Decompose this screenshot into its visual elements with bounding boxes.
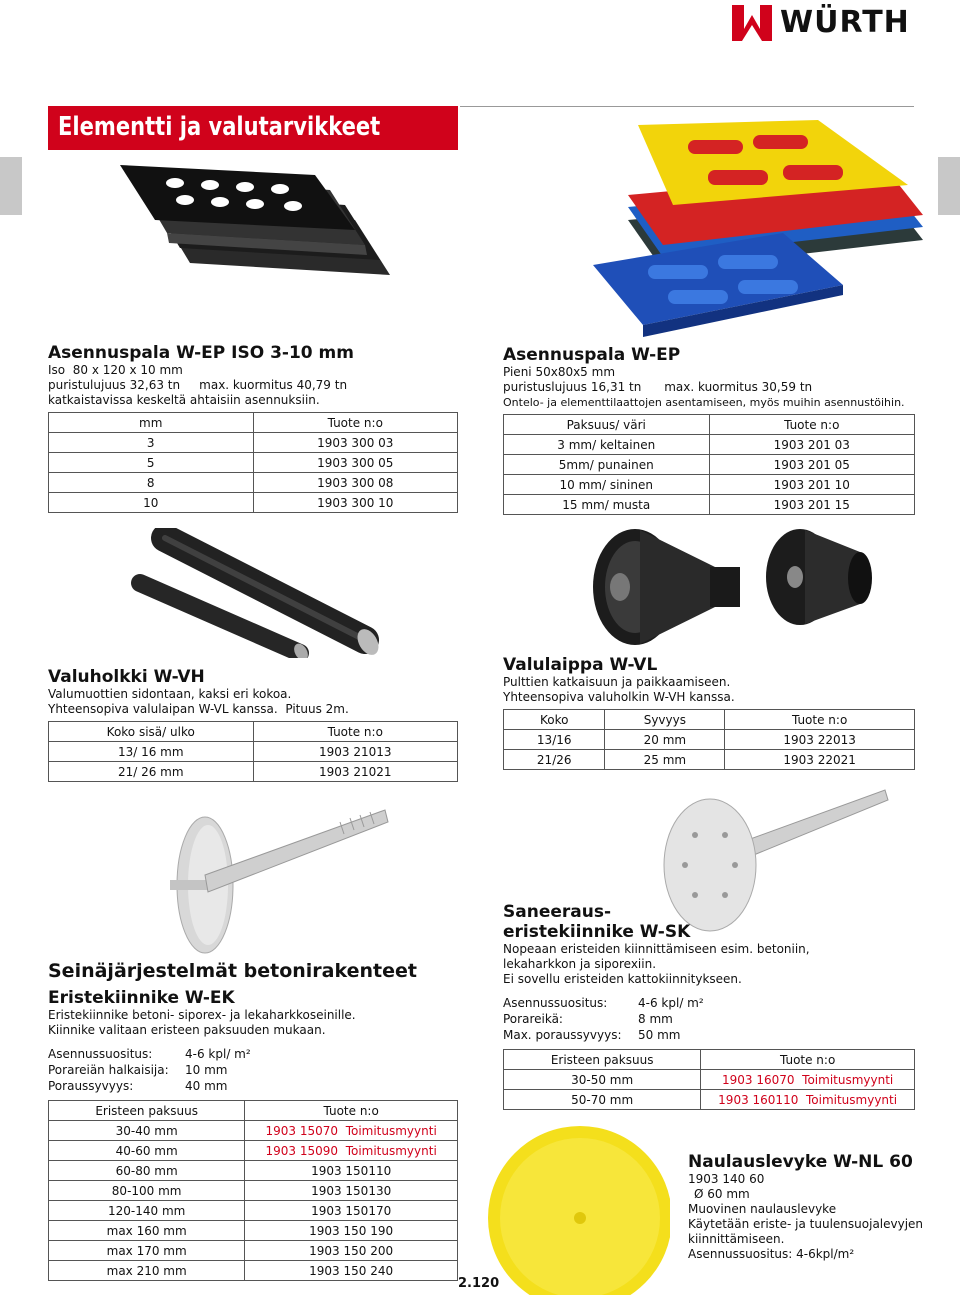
- table-cell: 13/ 16 mm: [49, 742, 254, 762]
- table-header: Tuote n:o: [245, 1101, 458, 1121]
- vl-table: [503, 709, 915, 770]
- spec-row: [503, 1027, 933, 1043]
- table-header: Paksuus/ väri: [504, 415, 710, 435]
- ep-title: Asennuspala W-EP: [503, 345, 681, 365]
- spec-value: 50 mm: [638, 1028, 681, 1042]
- product-number: 1903 15070: [265, 1123, 339, 1138]
- nl-line5: kiinnittämiseen.: [688, 1232, 785, 1246]
- table-row: [49, 473, 458, 493]
- nl-line2: Ø 60 mm: [694, 1187, 750, 1201]
- table-row: [504, 730, 915, 750]
- nl-block: [688, 1152, 938, 1262]
- table-header: Koko sisä/ ulko: [49, 722, 254, 742]
- table-row: [49, 762, 458, 782]
- ep-image: [588, 115, 928, 340]
- table-cell: 1903 150 240: [245, 1261, 458, 1281]
- vl-image: [580, 522, 900, 652]
- ep-iso-block: [48, 343, 468, 513]
- table-header: mm: [49, 413, 254, 433]
- nl-line6: Asennussuositus: 4-6kpl/m²: [688, 1247, 855, 1261]
- ep-line2: puristuslujuus 16,31 tn max. kuormitus 30,59 tn: [503, 380, 813, 394]
- table-row: [49, 1121, 458, 1141]
- product-number: 1903 16070: [722, 1072, 795, 1087]
- ek-table: [48, 1100, 458, 1281]
- table-cell: 20 mm: [605, 730, 725, 750]
- table-cell: 30-40 mm: [49, 1121, 245, 1141]
- table-cell: [701, 1090, 915, 1110]
- table-row: [49, 1261, 458, 1281]
- table-cell: 5mm/ punainen: [504, 455, 710, 475]
- header-rule: [460, 106, 914, 107]
- table-cell: 1903 201 10: [709, 475, 915, 495]
- table-cell: [245, 1141, 458, 1161]
- table-cell: 1903 150170: [245, 1201, 458, 1221]
- table-cell: 1903 201 05: [709, 455, 915, 475]
- page-title: Elementti ja valutarvikkeet: [58, 112, 381, 142]
- ep-line3: Ontelo- ja elementtilaattojen asentamiseen, myös muihin asennustöihin.: [503, 396, 905, 409]
- table-row: [49, 453, 458, 473]
- spec-value: 10 mm: [185, 1063, 228, 1077]
- table-cell: 15 mm/ musta: [504, 495, 710, 515]
- table-cell: 8: [49, 473, 254, 493]
- ep-block: [503, 345, 933, 515]
- table-row: [504, 475, 915, 495]
- section-title: Seinäjärjestelmät betonirakenteet: [48, 960, 417, 982]
- spec-row: [503, 1011, 933, 1027]
- product-number: 1903 160110: [718, 1092, 799, 1107]
- spec-value: 8 mm: [638, 1012, 673, 1026]
- table-cell: 3 mm/ keltainen: [504, 435, 710, 455]
- ek-title: Eristekiinnike W-EK: [48, 988, 235, 1008]
- table-cell: 1903 150130: [245, 1181, 458, 1201]
- table-cell: 1903 21021: [253, 762, 458, 782]
- table-header: Tuote n:o: [253, 413, 458, 433]
- table-cell: 1903 300 08: [253, 473, 458, 493]
- vh-line2: Yhteensopiva valulaipan W-VL kanssa. Pituus 2m.: [48, 702, 349, 716]
- ep-iso-line1: Iso 80 x 120 x 10 mm: [48, 363, 183, 377]
- spec-label: Asennussuositus:: [503, 996, 608, 1010]
- table-row: [49, 1141, 458, 1161]
- vh-block: [48, 667, 468, 782]
- vl-block: [503, 655, 933, 770]
- ep-iso-line3: katkaistavissa keskeltä ahtaisiin asennuksiin.: [48, 393, 320, 407]
- table-cell: 5: [49, 453, 254, 473]
- table-cell: 3: [49, 433, 254, 453]
- sk-block: [503, 902, 933, 1110]
- table-cell: 13/16: [504, 730, 605, 750]
- table-header: Syvyys: [605, 710, 725, 730]
- sk-line1: Nopeaan eristeiden kiinnittämiseen esim. betoniin,: [503, 942, 810, 956]
- table-row: [504, 1070, 915, 1090]
- table-row: [504, 1090, 915, 1110]
- table-cell: 1903 21013: [253, 742, 458, 762]
- table-cell: 1903 150110: [245, 1161, 458, 1181]
- spec-value: 40 mm: [185, 1079, 228, 1093]
- table-row: [49, 742, 458, 762]
- table-header: Tuote n:o: [709, 415, 915, 435]
- table-cell: 1903 300 05: [253, 453, 458, 473]
- page-number: 2.120: [458, 1276, 500, 1291]
- table-cell: 80-100 mm: [49, 1181, 245, 1201]
- brand-name: WÜRTH: [780, 5, 910, 40]
- table-row: [504, 495, 915, 515]
- table-cell: 50-70 mm: [504, 1090, 701, 1110]
- table-cell: 21/26: [504, 750, 605, 770]
- spec-value: 4-6 kpl/ m²: [185, 1047, 251, 1061]
- table-cell: 10 mm/ sininen: [504, 475, 710, 495]
- ep-iso-line2: puristulujuus 32,63 tn max. kuormitus 40,79 tn: [48, 378, 348, 392]
- table-cell: [245, 1121, 458, 1141]
- sk-title-line1: Saneeraus-: [503, 902, 612, 922]
- side-tab-right: [938, 157, 960, 215]
- table-cell: 1903 201 15: [709, 495, 915, 515]
- ek-image: [150, 800, 390, 960]
- table-header: Tuote n:o: [725, 710, 915, 730]
- table-cell: 25 mm: [605, 750, 725, 770]
- spec-label: Porareikä:: [503, 1012, 563, 1026]
- spec-row: [48, 1046, 468, 1062]
- vh-title: Valuholkki W-VH: [48, 667, 205, 687]
- sk-line2: lekaharkkon ja siporexiin.: [503, 957, 657, 971]
- spec-label: Poraussyvyys:: [48, 1079, 134, 1093]
- table-cell: 10: [49, 493, 254, 513]
- table-row: [504, 435, 915, 455]
- delivery-note: Toimitusmyynti: [802, 1072, 894, 1087]
- spec-value: 4-6 kpl/ m²: [638, 996, 704, 1010]
- vl-line2: Yhteensopiva valuholkin W-VH kanssa.: [503, 690, 735, 704]
- table-row: [49, 493, 458, 513]
- table-header: Tuote n:o: [253, 722, 458, 742]
- table-row: [504, 455, 915, 475]
- table-row: [504, 750, 915, 770]
- vh-line1: Valumuottien sidontaan, kaksi eri kokoa.: [48, 687, 292, 701]
- ek-specs: [48, 1046, 468, 1094]
- nl-line3: Muovinen naulauslevyke: [688, 1202, 837, 1216]
- nl-line4: Käytetään eriste- ja tuulensuojalevyjen: [688, 1217, 924, 1231]
- vl-line1: Pulttien katkaisuun ja paikkaamiseen.: [503, 675, 731, 689]
- nl-line1: 1903 140 60: [688, 1172, 765, 1186]
- ep-iso-image: [115, 165, 395, 340]
- table-header: Eristeen paksuus: [504, 1050, 701, 1070]
- ep-iso-title: Asennuspala W-EP ISO 3-10 mm: [48, 343, 354, 363]
- ep-iso-table: [48, 412, 458, 513]
- table-cell: 30-50 mm: [504, 1070, 701, 1090]
- spec-row: [48, 1062, 468, 1078]
- spec-label: Porareiän halkaisija:: [48, 1063, 169, 1077]
- table-header: Eristeen paksuus: [49, 1101, 245, 1121]
- ep-line1: Pieni 50x80x5 mm: [503, 365, 616, 379]
- table-header: Koko: [504, 710, 605, 730]
- table-header: Tuote n:o: [701, 1050, 915, 1070]
- table-cell: 1903 150 190: [245, 1221, 458, 1241]
- table-cell: max 210 mm: [49, 1261, 245, 1281]
- vh-table: [48, 721, 458, 782]
- table-row: [49, 433, 458, 453]
- title-banner: [48, 106, 458, 150]
- sk-line3: Ei sovellu eristeiden kattokiinnitykseen.: [503, 972, 742, 986]
- table-row: [49, 1181, 458, 1201]
- ek-line1: Eristekiinnike betoni- siporex- ja lekaharkkoseinille.: [48, 1008, 356, 1022]
- wurth-logo-mark: [730, 3, 774, 43]
- table-row: [49, 1161, 458, 1181]
- delivery-note: Toimitusmyynti: [345, 1143, 437, 1158]
- sk-title-line2: eristekiinnike W-SK: [503, 922, 691, 942]
- spec-row: [48, 1078, 468, 1094]
- vh-image: [125, 528, 385, 658]
- table-row: [49, 1201, 458, 1221]
- table-cell: 1903 150 200: [245, 1241, 458, 1261]
- spec-label: Max. poraussyvyys:: [503, 1028, 622, 1042]
- table-cell: max 170 mm: [49, 1241, 245, 1261]
- spec-row: [503, 995, 933, 1011]
- delivery-note: Toimitusmyynti: [345, 1123, 437, 1138]
- table-cell: 40-60 mm: [49, 1141, 245, 1161]
- table-cell: max 160 mm: [49, 1221, 245, 1241]
- table-cell: 120-140 mm: [49, 1201, 245, 1221]
- nl-image: [485, 1118, 670, 1295]
- table-cell: 60-80 mm: [49, 1161, 245, 1181]
- table-cell: 1903 22021: [725, 750, 915, 770]
- spec-label: Asennussuositus:: [48, 1047, 153, 1061]
- table-cell: 1903 22013: [725, 730, 915, 750]
- table-row: [49, 1221, 458, 1241]
- vl-title: Valulaippa W-VL: [503, 655, 658, 675]
- table-cell: 1903 201 03: [709, 435, 915, 455]
- sk-table: [503, 1049, 915, 1110]
- delivery-note: Toimitusmyynti: [805, 1092, 898, 1107]
- table-row: [49, 1241, 458, 1261]
- ek-line2: Kiinnike valitaan eristeen paksuuden mukaan.: [48, 1023, 326, 1037]
- product-number: 1903 15090: [265, 1143, 339, 1158]
- side-tab-left: [0, 157, 22, 215]
- table-cell: 1903 300 03: [253, 433, 458, 453]
- ek-block: [48, 960, 468, 1281]
- sk-specs: [503, 995, 933, 1043]
- ep-table: [503, 414, 915, 515]
- table-cell: 21/ 26 mm: [49, 762, 254, 782]
- nl-title: Naulauslevyke W-NL 60: [688, 1152, 913, 1172]
- table-cell: [701, 1070, 915, 1090]
- wurth-logo: [730, 3, 920, 45]
- table-cell: 1903 300 10: [253, 493, 458, 513]
